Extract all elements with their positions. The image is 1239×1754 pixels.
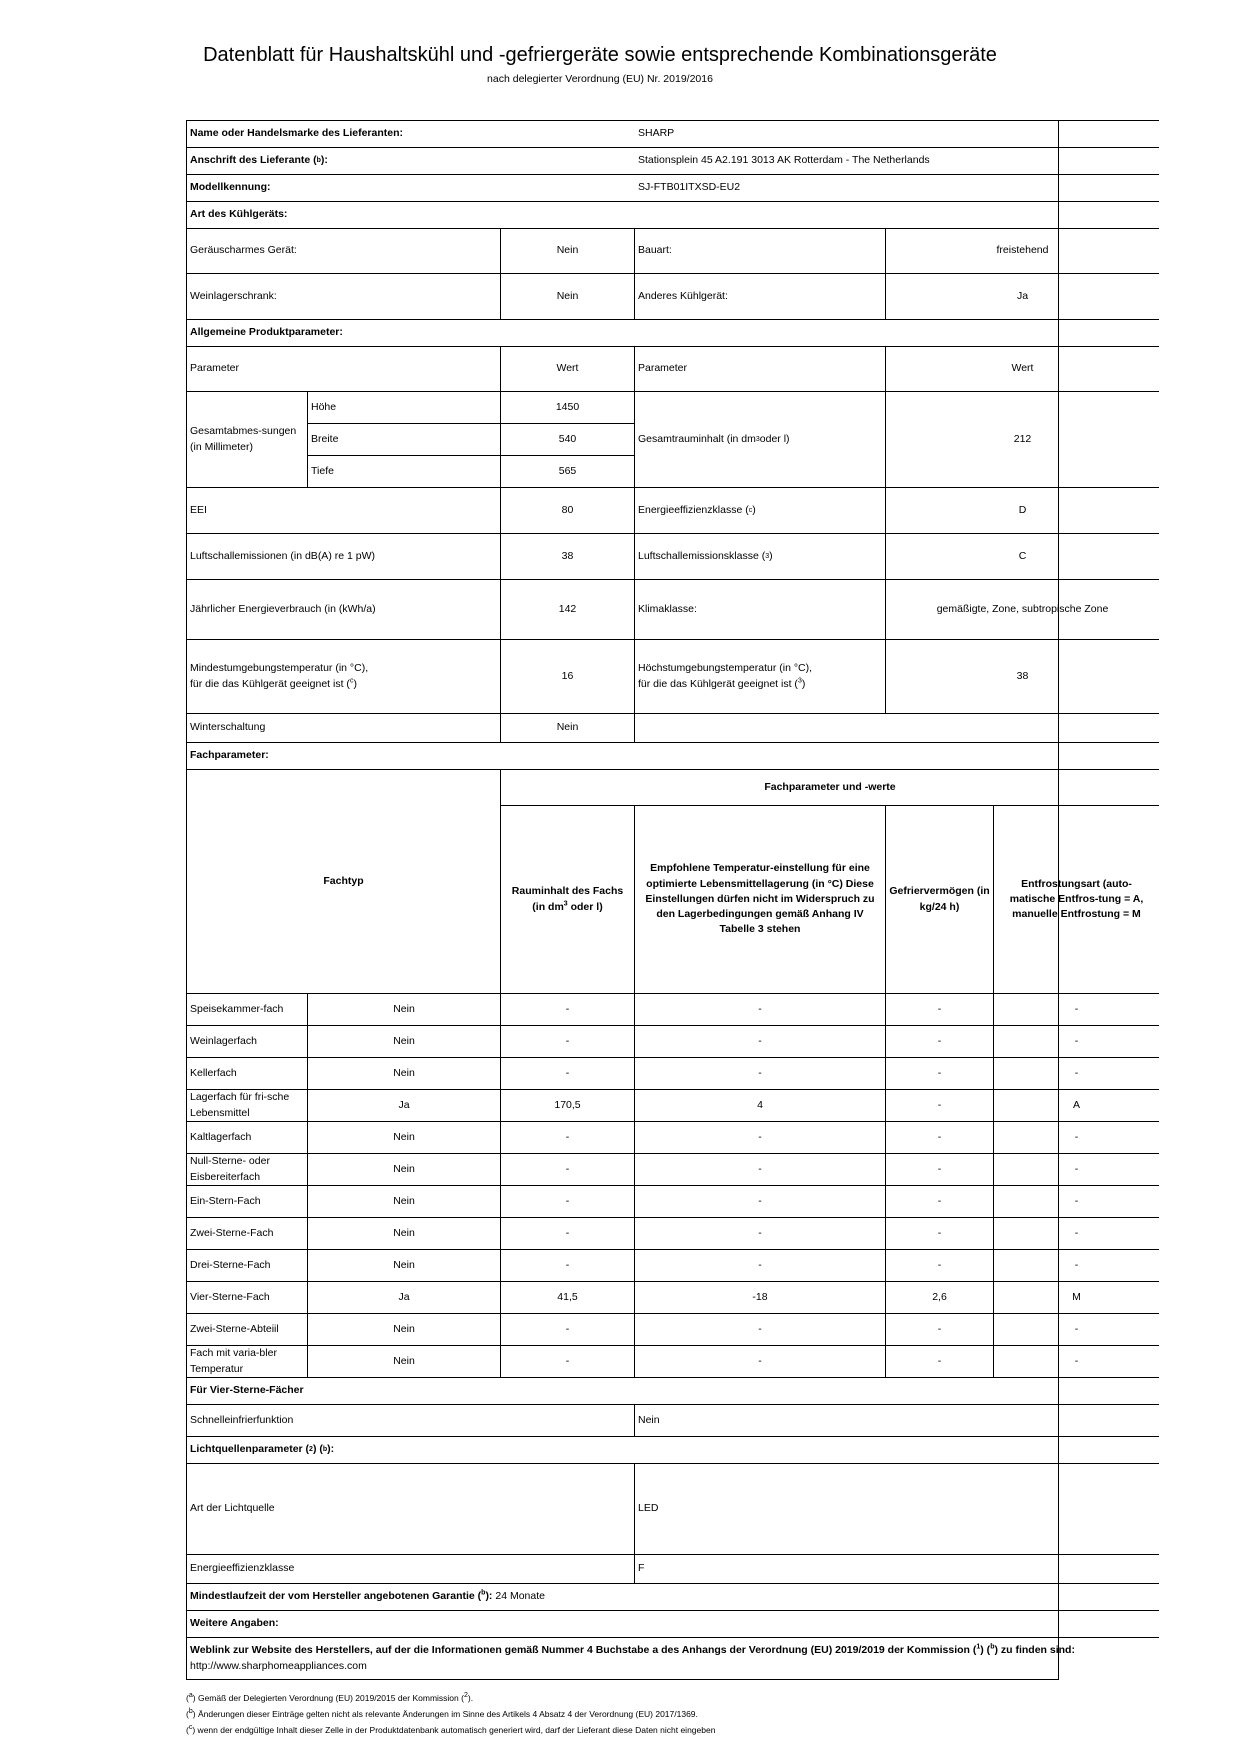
- footnote-ref: b: [481, 1589, 486, 1597]
- winter-switch-value: Nein: [500, 713, 634, 742]
- col-defrost-header: Entfrostungsart (auto-matische Entfros-tung = A, manuelle Entfrostung = M: [993, 805, 1159, 993]
- weblink-label-a: Weblink zur Website des Herstellers, auf der die Informationen gemäß Nummer 4 Buchstabe a des Anhangs der Verordnung (EU) 2019/2019 der Kommission (: [190, 1644, 977, 1657]
- min-temp-label-line2: [190, 677, 357, 692]
- compartment-temperature: -: [634, 993, 885, 1025]
- section-heading-type: Art des Kühlgeräts:: [186, 201, 1159, 228]
- footnote-ref: c: [349, 677, 354, 684]
- section-heading-more: Weitere Angaben:: [186, 1610, 1159, 1637]
- design-value: freistehend: [885, 228, 1159, 273]
- compartment-present: Nein: [307, 993, 500, 1025]
- wine-cabinet-value: Nein: [500, 273, 634, 319]
- other-appliance-value: Ja: [885, 273, 1159, 319]
- compartment-defrost-type: -: [993, 993, 1159, 1025]
- compartment-volume: -: [500, 1249, 634, 1281]
- footnotes: [186, 1690, 1059, 1738]
- compartment-name: Lagerfach für fri-sche Lebensmittel: [186, 1089, 307, 1121]
- wine-cabinet-label: Weinlagerschrank:: [186, 273, 500, 319]
- compartment-volume: -: [500, 993, 634, 1025]
- max-temp-label-text: für die das Kühlgerät geeignet ist (: [638, 677, 798, 690]
- compartment-name: Kellerfach: [186, 1057, 307, 1089]
- compartment-present: Nein: [307, 1217, 500, 1249]
- low-noise-value: Nein: [500, 228, 634, 273]
- page-subtitle: nach delegierter Verordnung (EU) Nr. 2019/2016: [487, 73, 713, 85]
- weblink-text: [190, 1643, 1156, 1673]
- weblink-label: [190, 1644, 1075, 1656]
- compartment-temperature: -18: [634, 1281, 885, 1313]
- max-temp-label-line1: Höchstumgebungstemperatur (in °C),: [638, 662, 813, 675]
- height-value: 1450: [500, 391, 634, 423]
- min-temp-label-end: ): [353, 677, 357, 690]
- footnote-marker: c: [188, 1724, 193, 1732]
- footnote-c: ($^c$) wenn der endgültige Inhalt dieser Zelle in der Produktdatenbank automatisch generiert wird, darf der Lieferant diese Daten nicht eingeben: [186, 1724, 716, 1735]
- eei-value: 80: [500, 487, 634, 533]
- supplier-address-label-text: Anschrift des Lieferante (: [190, 154, 317, 167]
- col-volume-header-text: [504, 884, 631, 914]
- light-heading-mid: ) (: [312, 1443, 323, 1456]
- light-class-label: Energieeffizienzklasse: [186, 1554, 634, 1583]
- model-id-value: SJ-FTB01ITXSD-EU2: [634, 174, 1159, 201]
- compartment-temperature: -: [634, 1249, 885, 1281]
- light-heading-a: Lichtquellenparameter (: [190, 1443, 310, 1456]
- compartment-present: Nein: [307, 1313, 500, 1345]
- compartment-present: Nein: [307, 1185, 500, 1217]
- compartment-freezing-capacity: -: [885, 1057, 993, 1089]
- supplier-name-value: SHARP: [634, 120, 1159, 147]
- compartment-freezing-capacity: -: [885, 1121, 993, 1153]
- depth-value: 565: [500, 455, 634, 487]
- total-volume-value: 212: [885, 391, 1159, 487]
- compartment-present: Nein: [307, 1345, 500, 1377]
- compartment-present: Nein: [307, 1025, 500, 1057]
- section-heading-general: Allgemeine Produktparameter:: [186, 319, 1159, 346]
- warranty-label: [190, 1589, 492, 1604]
- compartment-freezing-capacity: -: [885, 1345, 993, 1377]
- compartment-defrost-type: -: [993, 1057, 1159, 1089]
- height-label: Höhe: [307, 391, 500, 423]
- compartment-name: Speisekammer-fach: [186, 993, 307, 1025]
- compartment-freezing-capacity: -: [885, 1185, 993, 1217]
- compartment-defrost-type: -: [993, 1313, 1159, 1345]
- energy-class-label-text: Energieeffizienzklasse (: [638, 503, 749, 516]
- compartment-volume: 41,5: [500, 1281, 634, 1313]
- compartment-temperature: 4: [634, 1089, 885, 1121]
- col-volume-header-a: Rauminhalt des Fachs (in dm: [511, 885, 624, 913]
- compartment-temperature: -: [634, 1185, 885, 1217]
- quick-freeze-value: Nein: [634, 1404, 1159, 1436]
- compartment-name: Zwei-Sterne-Abteiil: [186, 1313, 307, 1345]
- max-temp-label: [634, 639, 885, 713]
- compartment-group-header: Fachparameter und -werte: [500, 769, 1159, 805]
- compartment-freezing-capacity: -: [885, 1249, 993, 1281]
- compartment-defrost-type: -: [993, 1345, 1159, 1377]
- compartment-name: Zwei-Sterne-Fach: [186, 1217, 307, 1249]
- value-header-right: Wert: [885, 346, 1159, 391]
- dimensions-label: Gesamtabmes-sungen (in Millimeter): [186, 391, 307, 487]
- light-type-label: Art der Lichtquelle: [186, 1463, 634, 1554]
- noise-class-value: C: [885, 533, 1159, 579]
- supplier-address-value: Stationsplein 45 A2.191 3013 AK Rotterdam - The Netherlands: [634, 147, 1159, 174]
- depth-label: Tiefe: [307, 455, 500, 487]
- total-volume-label: Gesamtrauminhalt (in dm 3 oder l): [634, 391, 885, 487]
- compartment-defrost-type: M: [993, 1281, 1159, 1313]
- light-class-value: F: [634, 1554, 1159, 1583]
- compartment-volume: -: [500, 1025, 634, 1057]
- compartment-volume: -: [500, 1121, 634, 1153]
- compartment-defrost-type: A: [993, 1089, 1159, 1121]
- compartment-defrost-type: -: [993, 1249, 1159, 1281]
- compartment-temperature: -: [634, 1345, 885, 1377]
- compartment-freezing-capacity: -: [885, 1089, 993, 1121]
- footnote-c-text: wenn der endgültige Inhalt dieser Zelle in der Produktdatenbank automatisch generiert wird, darf der Lieferant diese Daten nicht eingeben: [195, 1725, 716, 1735]
- compartment-defrost-type: -: [993, 1185, 1159, 1217]
- compartment-defrost-type: -: [993, 1217, 1159, 1249]
- footnote-a-end: ).: [467, 1693, 474, 1703]
- compartment-present: Nein: [307, 1057, 500, 1089]
- compartment-defrost-type: -: [993, 1153, 1159, 1185]
- energy-class-label: Energieeffizienzklasse ( c ): [634, 487, 885, 533]
- warranty-label-end: ):: [485, 1590, 493, 1603]
- compartment-volume: -: [500, 1185, 634, 1217]
- value-header-left: Wert: [500, 346, 634, 391]
- max-temp-label-end: ): [801, 677, 806, 690]
- weblink-label-mid: ) (: [980, 1644, 991, 1657]
- col-volume-header-b: oder l): [567, 900, 603, 913]
- weblink-row: [186, 1637, 1159, 1679]
- empty-cell: [634, 713, 1159, 742]
- noise-label: Luftschallemissionen (in dB(A) re 1 pW): [186, 533, 500, 579]
- width-value: 540: [500, 423, 634, 455]
- compartment-name: Null-Sterne- oder Eisbereiterfach: [186, 1153, 307, 1185]
- param-header-right: Parameter: [634, 346, 885, 391]
- design-label: Bauart:: [634, 228, 885, 273]
- compartment-volume: 170,5: [500, 1089, 634, 1121]
- total-volume-label-b: oder l): [759, 432, 790, 445]
- footnote-ref: 2: [463, 1692, 468, 1700]
- warranty-label-a: Mindestlaufzeit der vom Hersteller angebotenen Garantie (: [190, 1590, 482, 1603]
- min-temp-label-text: für die das Kühlgerät geeignet ist (: [190, 677, 350, 690]
- min-temp-label: [186, 639, 500, 713]
- compartment-temperature: -: [634, 1217, 885, 1249]
- supplier-address-label: Anschrift des Lieferante ( b ):: [186, 147, 634, 174]
- compartment-present: Nein: [307, 1249, 500, 1281]
- energy-class-label-end: ): [752, 503, 756, 516]
- weblink-label-b: ) zu finden sind:: [994, 1644, 1075, 1657]
- min-temp-value: 16: [500, 639, 634, 713]
- compartment-volume: -: [500, 1217, 634, 1249]
- footnote-marker: b: [188, 1708, 193, 1716]
- climate-class-value: gemäßigte, Zone, subtropische Zone: [885, 579, 1159, 639]
- compartment-freezing-capacity: -: [885, 1153, 993, 1185]
- light-type-value: LED: [634, 1463, 1159, 1554]
- compartment-freezing-capacity: -: [885, 1025, 993, 1057]
- annual-energy-value: 142: [500, 579, 634, 639]
- compartment-volume: -: [500, 1313, 634, 1345]
- noise-class-label-text: Luftschallemissionsklasse (: [638, 549, 766, 562]
- compartment-volume: -: [500, 1057, 634, 1089]
- footnote-a-text: Gemäß der Delegierten Verordnung (EU) 2019/2015 der Kommission (: [195, 1693, 464, 1703]
- compartment-name: Vier-Sterne-Fach: [186, 1281, 307, 1313]
- page-title: Datenblatt für Haushaltskühl und -gefriergeräte sowie entsprechende Kombinationsgeräte: [203, 44, 997, 66]
- footnote-b: ($^b$) Änderungen dieser Einträge gelten nicht als relevante Änderungen im Sinne des Artikels 4 Absatz 4 der Verordnung (EU) 2017/1369.: [186, 1708, 698, 1719]
- compartment-name: Weinlagerfach: [186, 1025, 307, 1057]
- compartment-temperature: -: [634, 1057, 885, 1089]
- col-volume-header: [500, 805, 634, 993]
- compartment-type-header: Fachtyp: [186, 769, 500, 993]
- section-heading-light: Lichtquellenparameter ( 2 ) ( b ):: [186, 1436, 1159, 1463]
- compartment-temperature: -: [634, 1153, 885, 1185]
- compartment-name: Ein-Stern-Fach: [186, 1185, 307, 1217]
- compartment-freezing-capacity: -: [885, 993, 993, 1025]
- compartment-name: Kaltlagerfach: [186, 1121, 307, 1153]
- compartment-present: Ja: [307, 1281, 500, 1313]
- footnote-marker: a: [188, 1692, 193, 1700]
- compartment-present: Ja: [307, 1089, 500, 1121]
- total-volume-label-a: Gesamtrauminhalt (in dm: [638, 432, 756, 445]
- datasheet-table: [186, 120, 1144, 1680]
- compartment-present: Nein: [307, 1121, 500, 1153]
- compartment-volume: -: [500, 1153, 634, 1185]
- light-heading-end: ):: [327, 1443, 335, 1456]
- compartment-volume: -: [500, 1345, 634, 1377]
- supplier-address-label-end: ):: [320, 154, 328, 167]
- noise-class-label-end: ): [769, 549, 773, 562]
- energy-class-value: D: [885, 487, 1159, 533]
- eei-label: EEI: [186, 487, 500, 533]
- section-heading-compartments: Fachparameter:: [186, 742, 1159, 769]
- compartment-freezing-capacity: -: [885, 1217, 993, 1249]
- warranty-value: 24 Monate: [492, 1590, 545, 1603]
- compartment-temperature: -: [634, 1025, 885, 1057]
- section-heading-four-star: Für Vier-Sterne-Fächer: [186, 1377, 1159, 1404]
- winter-switch-label: Winterschaltung: [186, 713, 500, 742]
- superscript: 3: [563, 900, 568, 907]
- noise-class-label: Luftschallemissionsklasse ( 3 ): [634, 533, 885, 579]
- compartment-freezing-capacity: -: [885, 1313, 993, 1345]
- footnote-ref: 1: [976, 1643, 981, 1651]
- col-temp-header: Empfohlene Temperatur-einstellung für eine optimierte Lebensmittellagerung (in °C) Diese Einstellungen dürfen nicht im Widerspruch zu den Lagerbedingungen gemäß Anhang IV Tabelle 3 stehen: [634, 805, 885, 993]
- quick-freeze-label: Schnelleinfrierfunktion: [186, 1404, 634, 1436]
- compartment-defrost-type: -: [993, 1025, 1159, 1057]
- footnote-a: ($^a$) Gemäß der Delegierten Verordnung (EU) 2019/2015 der Kommission ($^2$).: [186, 1692, 474, 1703]
- param-header-left: Parameter: [186, 346, 500, 391]
- col-freeze-header: Gefriervermögen (in kg/24 h): [885, 805, 993, 993]
- model-id-label: Modellkennung:: [186, 174, 634, 201]
- compartment-present: Nein: [307, 1153, 500, 1185]
- compartment-freezing-capacity: 2,6: [885, 1281, 993, 1313]
- footnote-ref: 3: [797, 677, 802, 684]
- low-noise-label: Geräuscharmes Gerät:: [186, 228, 500, 273]
- min-temp-label-line1: Mindestumgebungstemperatur (in °C),: [190, 662, 369, 675]
- compartment-temperature: -: [634, 1121, 885, 1153]
- width-label: Breite: [307, 423, 500, 455]
- manufacturer-weblink[interactable]: http://www.sharphomeappliances.com: [190, 1659, 367, 1672]
- footnote-b-text: Änderungen dieser Einträge gelten nicht als relevante Änderungen im Sinne des Artikels 4 Absatz 4 der Verordnung (EU) 2017/1369.: [195, 1709, 698, 1719]
- max-temp-label-line2: [638, 677, 805, 692]
- max-temp-value: 38: [885, 639, 1159, 713]
- noise-value: 38: [500, 533, 634, 579]
- compartment-defrost-type: -: [993, 1121, 1159, 1153]
- compartment-name: Fach mit varia-bler Temperatur: [186, 1345, 307, 1377]
- footnote-ref: b: [990, 1643, 995, 1651]
- compartment-name: Drei-Sterne-Fach: [186, 1249, 307, 1281]
- annual-energy-label: Jährlicher Energieverbrauch (in (kWh/a): [186, 579, 500, 639]
- warranty-row: [186, 1583, 1159, 1610]
- other-appliance-label: Anderes Kühlgerät:: [634, 273, 885, 319]
- supplier-name-label: Name oder Handelsmarke des Lieferanten:: [186, 120, 634, 147]
- compartment-temperature: -: [634, 1313, 885, 1345]
- climate-class-label: Klimaklasse:: [634, 579, 885, 639]
